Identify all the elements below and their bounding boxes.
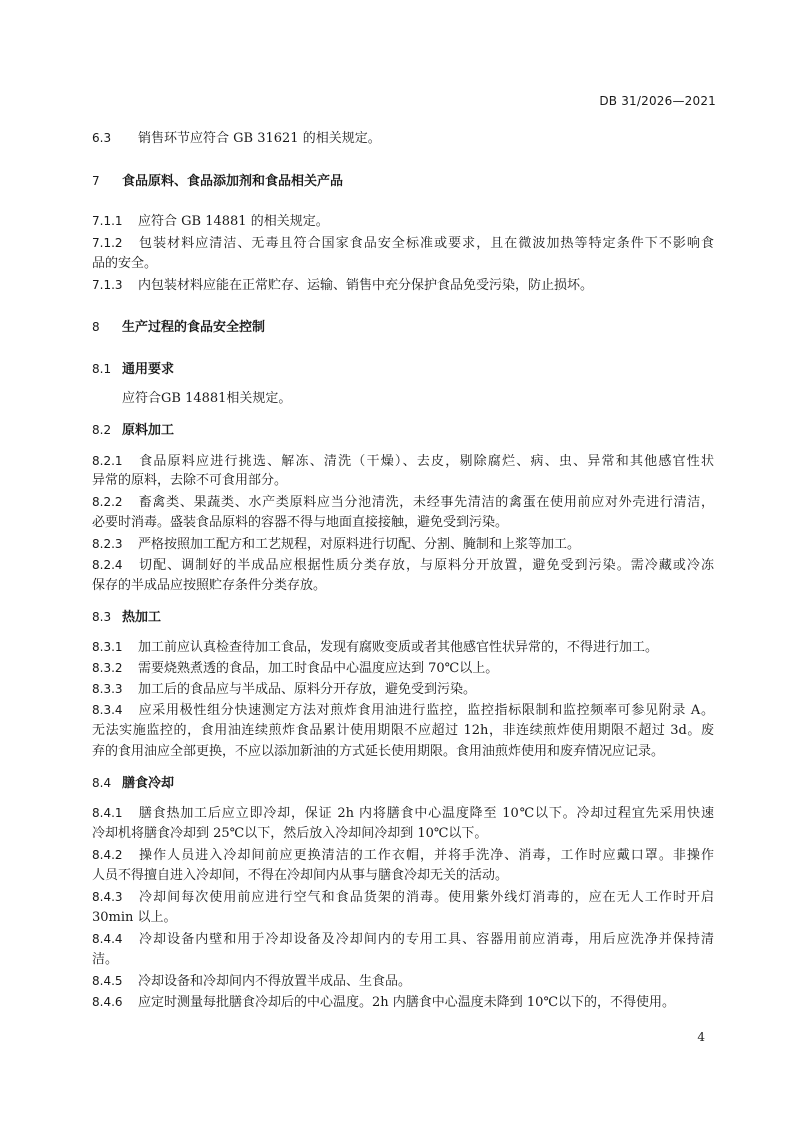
clause-text: 销售环节应符合 GB 31621 的相关规定。 — [138, 131, 381, 146]
clause-text: 食品原料应进行挑选、解冻、清洗（干燥）、去皮，剔除腐烂、病、虫、异常和其他感官性状 — [138, 454, 714, 469]
clause-text: 包装材料应清洁、无毒且符合国家食品安全标准或要求，且在微波加热等特定条件下不影响食 — [138, 236, 714, 251]
clause-number: 8.4.4 — [92, 932, 123, 946]
subsection-title: 通用要求 — [122, 362, 175, 377]
clause-line — [92, 275, 714, 296]
subsection-number: 8.1 — [92, 362, 112, 376]
clause-line — [92, 128, 714, 149]
clause-continuation — [92, 471, 714, 491]
clause-number: 8.2.4 — [92, 558, 123, 572]
clause-line — [92, 658, 714, 679]
clause-continuation — [92, 866, 714, 886]
clause-line — [92, 211, 714, 232]
clause-text: 异常的原料，去除不可食用部分。 — [92, 473, 288, 488]
clause-line — [92, 887, 714, 908]
clause-text: 内包装材料应能在正常贮存、运输、销售中充分保护食品免受污染，防止损坏。 — [138, 278, 594, 293]
clause-number: 7.1.3 — [92, 278, 123, 292]
subsection-title: 原料加工 — [122, 423, 175, 438]
clause-text: 品的安全。 — [92, 256, 158, 271]
clause-continuation — [92, 950, 714, 970]
clause-number: 8.4.2 — [92, 848, 123, 862]
clause-line — [92, 679, 714, 700]
clause-line — [92, 534, 714, 555]
clause-text: 无法实施监控的，食用油连续煎炸食品累计使用期限不应超过 12h，非连续煎炸使用期限不超过 3d。废 — [92, 723, 714, 738]
clause-line — [92, 637, 714, 658]
section-heading — [92, 317, 714, 338]
clause-number: 8.3.4 — [92, 703, 123, 717]
clause-line — [92, 992, 714, 1013]
section-heading — [92, 171, 714, 192]
clause-text: 加工后的食品应与半成品、原料分开存放，避免受到污染。 — [138, 682, 477, 697]
clause-line — [92, 492, 714, 513]
subsection-number: 8.2 — [92, 423, 112, 437]
subsection-heading — [92, 359, 714, 380]
clause-number: 7.1.1 — [92, 214, 123, 228]
clause-text: 30min 以上。 — [92, 910, 177, 925]
clause-number: 8.3.1 — [92, 640, 123, 654]
clause-text: 应采用极性组分快速测定方法对煎炸食用油进行监控，监控指标限制和监控频率可参见附录 A。 — [138, 703, 714, 718]
clause-text: 保存的半成品应按照贮存条件分类存放。 — [92, 578, 327, 593]
clause-number: 8.4.1 — [92, 806, 123, 820]
section-number: 8 — [92, 320, 100, 334]
clause-text: 洁。 — [92, 952, 119, 967]
paragraph-line — [122, 389, 744, 409]
subsection-title: 膳食冷却 — [122, 776, 175, 791]
clause-text: 膳食热加工后应立即冷却，保证 2h 内将膳食中心温度降至 10℃以下。冷却过程宜先采用快速 — [138, 806, 714, 821]
clause-continuation — [92, 576, 714, 596]
section-number: 7 — [92, 174, 100, 188]
clause-line — [92, 845, 714, 866]
clause-text: 必要时消毒。盛装食品原料的容器不得与地面直接接触，避免受到污染。 — [92, 515, 509, 530]
clause-number: 8.2.2 — [92, 495, 123, 509]
subsection-number: 8.3 — [92, 610, 112, 624]
subsection-number: 8.4 — [92, 776, 112, 790]
clause-number: 8.3.2 — [92, 661, 123, 675]
section-title: 生产过程的食品安全控制 — [122, 320, 266, 335]
clause-number: 8.2.3 — [92, 537, 123, 551]
clause-text: 应符合 GB 14881 的相关规定。 — [138, 214, 329, 229]
clause-line — [92, 929, 714, 950]
clause-text: 弃的食用油应全部更换，不应以添加新油的方式延长使用期限。食用油煎炸使用和废弃情况应记录。 — [92, 744, 665, 759]
subsection-heading — [92, 420, 714, 441]
document-code: DB 31/2026—2021 — [599, 94, 716, 108]
clause-line — [92, 803, 714, 824]
clause-text: 人员不得擅自进入冷却间，不得在冷却间内从事与膳食冷却无关的活动。 — [92, 868, 509, 883]
clause-text: 操作人员进入冷却间前应更换清洁的工作衣帽，并将手洗净、消毒，工作时应戴口罩。非操作 — [138, 848, 714, 863]
clause-text: 冷却设备内壁和用于冷却设备及冷却间内的专用工具、容器用前应消毒，用后应洗净并保持清 — [138, 932, 714, 947]
clause-continuation — [92, 824, 714, 844]
subsection-title: 热加工 — [122, 610, 162, 625]
clause-number: 7.1.2 — [92, 236, 123, 250]
clause-number: 8.2.1 — [92, 454, 123, 468]
clause-continuation — [92, 908, 714, 928]
clause-number: 8.3.3 — [92, 682, 123, 696]
clause-number: 8.4.5 — [92, 974, 123, 988]
page-number: 4 — [697, 1030, 705, 1044]
clause-line — [92, 555, 714, 576]
clause-text: 需要烧熟煮透的食品，加工时食品中心温度应达到 70℃以上。 — [138, 661, 499, 676]
clause-line — [92, 451, 714, 472]
clause-text: 冷却间每次使用前应进行空气和食品货架的消毒。使用紫外线灯消毒的，应在无人工作时开启 — [138, 890, 714, 905]
clause-line — [92, 700, 714, 721]
clause-continuation — [92, 254, 714, 274]
clause-continuation — [92, 721, 714, 741]
clause-number: 6.3 — [92, 131, 112, 145]
paragraph-text: 应符合GB 14881相关规定。 — [122, 391, 292, 406]
clause-number: 8.4.3 — [92, 890, 123, 904]
subsection-heading — [92, 607, 714, 628]
section-title: 食品原料、食品添加剂和食品相关产品 — [122, 174, 344, 189]
clause-text: 加工前应认真检查待加工食品，发现有腐败变质或者其他感官性状异常的，不得进行加工。 — [138, 640, 659, 655]
clause-continuation — [92, 513, 714, 533]
clause-text: 严格按照加工配方和工艺规程，对原料进行切配、分割、腌制和上浆等加工。 — [138, 537, 581, 552]
clause-number: 8.4.6 — [92, 995, 123, 1009]
clause-text: 应定时测量每批膳食冷却后的中心温度。2h 内膳食中心温度未降到 10℃以下的，不得使用。 — [138, 995, 675, 1010]
clause-text: 切配、调制好的半成品应根据性质分类存放，与原料分开放置，避免受到污染。需冷藏或冷冻 — [138, 558, 714, 573]
clause-continuation — [92, 742, 714, 762]
clause-text: 畜禽类、果蔬类、水产类原料应当分池清洗，未经事先清洁的禽蛋在使用前应对外壳进行清洁， — [138, 495, 714, 510]
subsection-heading — [92, 773, 714, 794]
clause-line — [92, 971, 714, 992]
clause-text: 冷却设备和冷却间内不得放置半成品、生食品。 — [138, 974, 412, 989]
clause-line — [92, 233, 714, 254]
clause-text: 冷却机将膳食冷却到 25℃以下，然后放入冷却间冷却到 10℃以下。 — [92, 826, 488, 841]
